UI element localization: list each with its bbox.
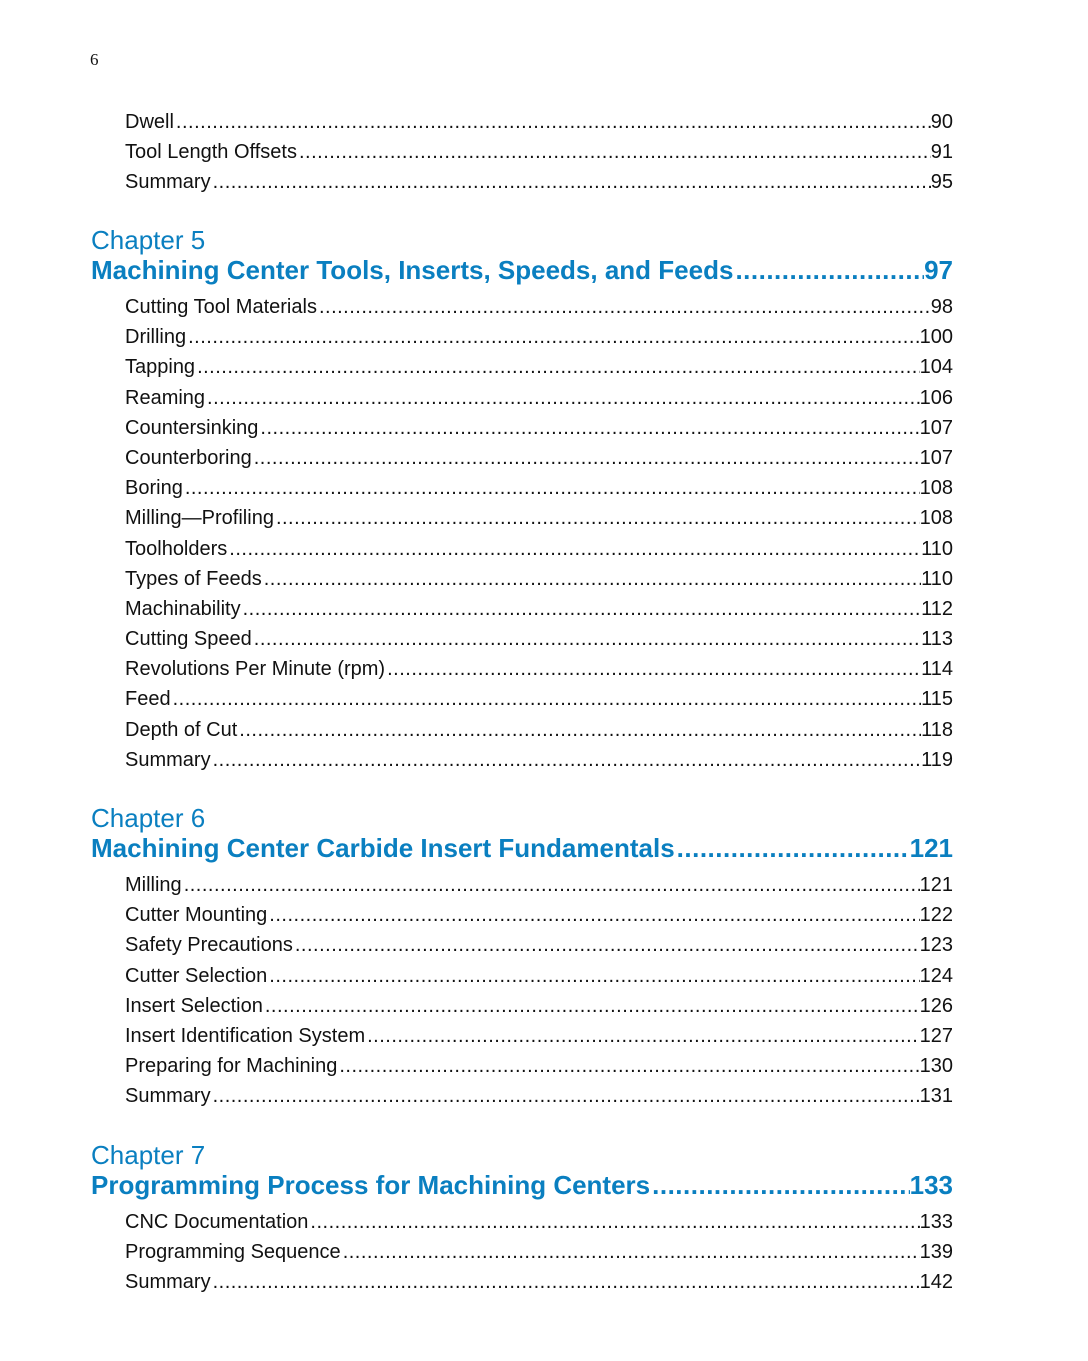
toc-entry-title: CNC Documentation <box>125 1211 309 1233</box>
toc-entry-page: 118 <box>921 718 953 741</box>
chapter-7-section <box>91 1140 953 1298</box>
toc-entry[interactable] <box>91 1207 953 1237</box>
chapter-6-section <box>91 803 953 1112</box>
toc-entry-title: Types of Feeds <box>125 567 262 590</box>
toc-entry-page: 113 <box>921 628 953 651</box>
chapter-5-section <box>91 225 953 775</box>
toc-entry-page: 90 <box>930 111 953 133</box>
continued-entries <box>91 107 953 198</box>
toc-entry-page: 142 <box>919 1271 953 1294</box>
dot-leader <box>186 322 920 352</box>
toc-entry-title: Summary <box>125 1271 211 1294</box>
dot-leader <box>241 594 922 624</box>
toc-entry-title: Safety Precautions <box>125 934 293 957</box>
dot-leader <box>252 443 920 473</box>
toc-entry-page: 107 <box>919 446 953 469</box>
toc-entry-title: Tool Length Offsets <box>125 141 297 164</box>
toc-entry-title: Countersinking <box>125 416 259 439</box>
toc-entry-page: 100 <box>919 326 953 349</box>
toc-entry-page: 114 <box>921 658 953 681</box>
toc-entry[interactable] <box>91 900 953 930</box>
toc-entry-page: 126 <box>919 994 953 1017</box>
toc-entry[interactable] <box>91 564 953 594</box>
toc-entry[interactable] <box>91 1021 953 1051</box>
toc-entry-page: 95 <box>930 171 953 194</box>
toc-entry-title: Tapping <box>125 356 196 379</box>
toc-entry[interactable] <box>91 443 953 473</box>
toc-entry-page: 110 <box>921 567 953 590</box>
chapter-title[interactable] <box>91 1170 953 1200</box>
toc-entry[interactable] <box>91 715 953 745</box>
toc-entry-title: Depth of Cut <box>125 718 238 741</box>
dot-leader <box>252 624 921 654</box>
toc-entry-page: 133 <box>919 1211 953 1233</box>
dot-leader <box>211 167 931 197</box>
dot-leader <box>263 991 920 1021</box>
toc-entry-title: Cutting Tool Materials <box>125 296 317 318</box>
toc-entry-page: 106 <box>919 386 953 409</box>
chapter-title-text: Machining Center Tools, Inserts, Speeds, and Feeds <box>91 255 734 285</box>
dot-leader <box>341 1237 920 1267</box>
dot-leader <box>174 107 931 137</box>
dot-leader <box>733 255 924 285</box>
toc-entry-title: Milling <box>125 874 182 896</box>
toc-entry[interactable] <box>91 1267 953 1297</box>
dot-leader <box>308 1207 919 1237</box>
dot-leader <box>385 654 921 684</box>
toc-entry-title: Summary <box>125 171 211 194</box>
dot-leader <box>650 1170 909 1200</box>
chapter-page: 97 <box>924 255 953 285</box>
toc-entry[interactable] <box>91 383 953 413</box>
dot-leader <box>267 900 919 930</box>
chapter-title[interactable] <box>91 833 953 863</box>
dot-leader <box>297 137 931 167</box>
toc-entry-page: 115 <box>921 688 953 711</box>
toc-entry-page: 107 <box>919 416 953 439</box>
toc-entry[interactable] <box>91 107 953 137</box>
toc-entry-page: 121 <box>919 874 953 896</box>
dot-leader <box>258 413 919 443</box>
toc-entry-title: Reaming <box>125 386 206 409</box>
chapter-title-text: Programming Process for Machining Centers <box>91 1170 651 1200</box>
dot-leader <box>182 870 920 900</box>
toc-entry[interactable] <box>91 961 953 991</box>
toc-entry-page: 119 <box>921 748 953 771</box>
dot-leader <box>195 352 920 382</box>
toc-entry-page: 112 <box>921 597 953 620</box>
toc-entry-title: Drilling <box>125 326 187 349</box>
toc-entry-title: Insert Selection <box>125 994 263 1017</box>
dot-leader <box>227 534 921 564</box>
dot-leader <box>211 1081 920 1111</box>
toc-entry-title: Insert Identification System <box>125 1024 366 1047</box>
toc-entry-page: 98 <box>930 296 953 318</box>
toc-entry-page: 110 <box>921 537 953 560</box>
toc-entry-page: 104 <box>919 356 953 379</box>
dot-leader <box>171 684 922 714</box>
dot-leader <box>237 715 921 745</box>
chapter-page: 121 <box>909 833 953 863</box>
toc-entry-title: Milling—Profiling <box>125 507 274 530</box>
toc-entry-page: 139 <box>919 1241 953 1264</box>
toc-entry-page: 131 <box>919 1085 953 1108</box>
toc-entry-title: Counterboring <box>125 446 252 469</box>
toc-entry[interactable] <box>91 137 953 167</box>
toc-entry[interactable] <box>91 352 953 382</box>
toc-entry-title: Cutter Selection <box>125 964 268 987</box>
toc-entry[interactable] <box>91 684 953 714</box>
toc-entry[interactable] <box>91 1081 953 1111</box>
chapter-title[interactable] <box>91 255 953 285</box>
toc-entry-title: Programming Sequence <box>125 1241 341 1264</box>
toc-entry[interactable] <box>91 322 953 352</box>
toc-entry-title: Machinability <box>125 597 241 620</box>
toc-entry[interactable] <box>91 870 953 900</box>
dot-leader <box>211 1267 920 1297</box>
toc-entry-title: Dwell <box>125 111 174 133</box>
toc-entry[interactable] <box>91 624 953 654</box>
toc-entry[interactable] <box>91 654 953 684</box>
toc-entry[interactable] <box>91 745 953 775</box>
toc-entry-page: 122 <box>919 904 953 927</box>
toc-entry[interactable] <box>91 1237 953 1267</box>
toc-entry-page: 123 <box>919 934 953 957</box>
chapter-label: Chapter 5 <box>91 225 206 255</box>
toc-entry[interactable] <box>91 534 953 564</box>
dot-leader <box>293 930 920 960</box>
toc-entry[interactable] <box>91 1051 953 1081</box>
dot-leader <box>267 961 919 991</box>
toc-entry-title: Revolutions Per Minute (rpm) <box>125 658 386 681</box>
dot-leader <box>317 292 931 322</box>
toc-entry-title: Boring <box>125 477 183 500</box>
toc-entry-page: 130 <box>919 1055 953 1078</box>
toc-entry-title: Summary <box>125 1085 211 1108</box>
dot-leader <box>183 473 920 503</box>
toc-entry-page: 91 <box>930 141 953 164</box>
toc-entry[interactable] <box>91 413 953 443</box>
toc-entry[interactable] <box>91 473 953 503</box>
toc-entry-page: 108 <box>919 507 953 530</box>
dot-leader <box>675 833 910 863</box>
dot-leader <box>262 564 921 594</box>
dot-leader <box>211 745 922 775</box>
chapter-label: Chapter 7 <box>91 1140 206 1170</box>
toc-entry-page: 127 <box>919 1024 953 1047</box>
toc-entry[interactable] <box>91 167 953 197</box>
chapter-label: Chapter 6 <box>91 803 206 833</box>
page-number: 6 <box>90 50 99 69</box>
chapter-title-text: Machining Center Carbide Insert Fundamentals <box>91 833 675 863</box>
toc-entry-page: 124 <box>919 964 953 987</box>
toc-entry[interactable] <box>91 991 953 1021</box>
toc-entry-title: Preparing for Machining <box>125 1055 338 1078</box>
toc-entry-title: Cutter Mounting <box>125 904 268 927</box>
toc-entry-title: Cutting Speed <box>125 628 252 651</box>
toc-entry-page: 108 <box>919 477 953 500</box>
dot-leader <box>337 1051 919 1081</box>
toc-entry[interactable] <box>91 594 953 624</box>
dot-leader <box>365 1021 920 1051</box>
toc-entry-title: Feed <box>125 688 171 711</box>
toc-entry[interactable] <box>91 930 953 960</box>
chapter-page: 133 <box>909 1170 953 1200</box>
dot-leader <box>205 383 920 413</box>
dot-leader <box>274 503 920 533</box>
toc-entry-title: Summary <box>125 748 211 771</box>
toc-entry[interactable] <box>91 292 953 322</box>
toc-entry[interactable] <box>91 503 953 533</box>
toc-entry-title: Toolholders <box>125 537 228 560</box>
